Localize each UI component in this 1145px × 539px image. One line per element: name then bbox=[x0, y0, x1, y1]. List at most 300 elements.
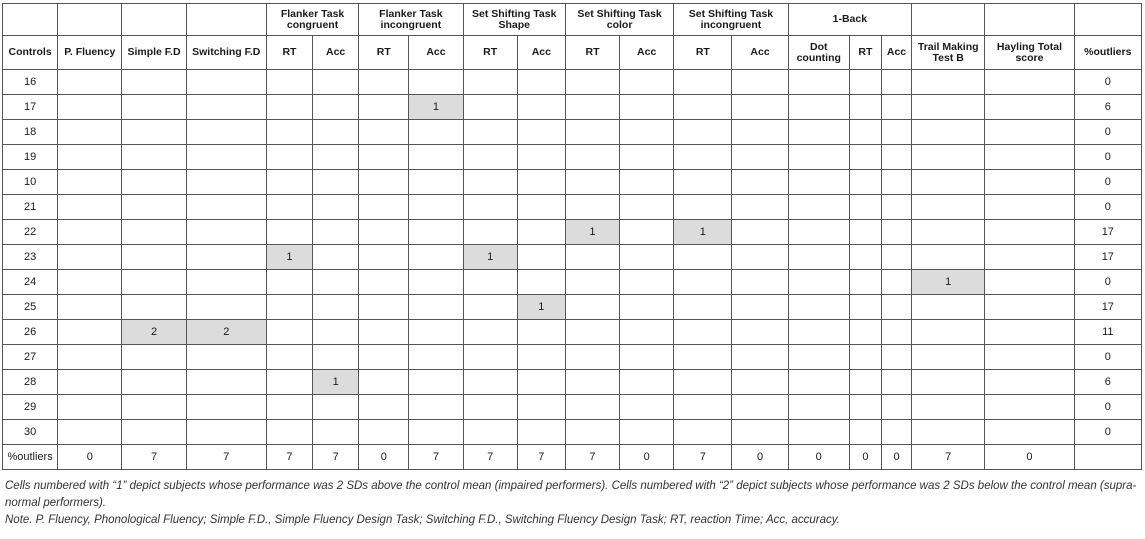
control-id-cell: 22 bbox=[3, 220, 58, 245]
table-cell bbox=[463, 345, 517, 370]
table-cell bbox=[674, 245, 732, 270]
footer-cell: 0 bbox=[985, 445, 1074, 470]
table-cell bbox=[359, 420, 409, 445]
outlier-cell: 1 bbox=[409, 95, 463, 120]
column-header: Acc bbox=[881, 36, 911, 70]
table-cell: 0 bbox=[1074, 270, 1141, 295]
table-cell bbox=[359, 345, 409, 370]
table-cell bbox=[849, 320, 881, 345]
outliers-footer-row bbox=[3, 445, 1142, 470]
footer-cell: 7 bbox=[409, 445, 463, 470]
table-cell bbox=[122, 295, 186, 320]
table-cell: 0 bbox=[1074, 420, 1141, 445]
control-id-cell: 21 bbox=[3, 195, 58, 220]
table-cell bbox=[674, 370, 732, 395]
table-cell bbox=[463, 95, 517, 120]
table-cell bbox=[565, 195, 619, 220]
table-cell bbox=[732, 245, 788, 270]
table-row bbox=[3, 370, 1142, 395]
footer-cell: 7 bbox=[517, 445, 565, 470]
table-cell: 6 bbox=[1074, 370, 1141, 395]
control-id-cell: 18 bbox=[3, 120, 58, 145]
table-cell bbox=[565, 170, 619, 195]
table-cell bbox=[186, 120, 266, 145]
table-cell bbox=[985, 245, 1074, 270]
table-cell bbox=[266, 120, 312, 145]
table-cell bbox=[517, 70, 565, 95]
table-cell bbox=[732, 70, 788, 95]
table-cell bbox=[565, 345, 619, 370]
table-cell: 0 bbox=[1074, 345, 1141, 370]
outlier-cell: 1 bbox=[674, 220, 732, 245]
column-header: Simple F.D bbox=[122, 36, 186, 70]
table-cell bbox=[849, 170, 881, 195]
control-id-cell: 24 bbox=[3, 270, 58, 295]
table-cell bbox=[788, 95, 849, 120]
table-cell bbox=[985, 120, 1074, 145]
table-cell bbox=[849, 420, 881, 445]
table-cell bbox=[409, 170, 463, 195]
table-cell bbox=[122, 245, 186, 270]
table-cell bbox=[517, 395, 565, 420]
table-cell bbox=[266, 295, 312, 320]
table-cell bbox=[674, 70, 732, 95]
column-header: Acc bbox=[620, 36, 674, 70]
table-cell bbox=[517, 120, 565, 145]
table-row bbox=[3, 345, 1142, 370]
table-cell bbox=[674, 320, 732, 345]
table-cell bbox=[674, 170, 732, 195]
table-row bbox=[3, 70, 1142, 95]
table-cell bbox=[58, 320, 122, 345]
table-cell bbox=[313, 70, 359, 95]
table-cell bbox=[732, 320, 788, 345]
table-cell: 17 bbox=[1074, 295, 1141, 320]
table-cell: 11 bbox=[1074, 320, 1141, 345]
column-header: Acc bbox=[517, 36, 565, 70]
table-cell bbox=[565, 245, 619, 270]
column-header: RT bbox=[463, 36, 517, 70]
footer-cell: 0 bbox=[732, 445, 788, 470]
footer-label-cell: %outliers bbox=[3, 445, 58, 470]
control-id-cell: 17 bbox=[3, 95, 58, 120]
table-cell bbox=[313, 345, 359, 370]
table-cell bbox=[186, 295, 266, 320]
table-cell bbox=[409, 395, 463, 420]
table-row bbox=[3, 295, 1142, 320]
table-cell bbox=[313, 395, 359, 420]
group-header bbox=[985, 4, 1074, 36]
table-cell bbox=[985, 370, 1074, 395]
table-cell bbox=[565, 295, 619, 320]
footer-cell: 0 bbox=[849, 445, 881, 470]
table-cell bbox=[674, 195, 732, 220]
table-cell bbox=[732, 370, 788, 395]
table-cell bbox=[313, 95, 359, 120]
table-cell bbox=[58, 195, 122, 220]
table-cell bbox=[985, 345, 1074, 370]
table-cell bbox=[849, 95, 881, 120]
table-cell bbox=[912, 345, 985, 370]
table-cell bbox=[565, 320, 619, 345]
table-cell bbox=[122, 420, 186, 445]
table-cell bbox=[788, 170, 849, 195]
table-cell bbox=[620, 395, 674, 420]
table-cell bbox=[266, 370, 312, 395]
group-header bbox=[912, 4, 985, 36]
control-id-cell: 10 bbox=[3, 170, 58, 195]
table-cell bbox=[565, 395, 619, 420]
table-cell bbox=[732, 345, 788, 370]
table-cell bbox=[517, 370, 565, 395]
table-cell bbox=[620, 370, 674, 395]
table-cell bbox=[620, 195, 674, 220]
table-cell bbox=[674, 345, 732, 370]
table-cell bbox=[732, 120, 788, 145]
table-cell bbox=[565, 370, 619, 395]
table-cell bbox=[359, 70, 409, 95]
table-cell bbox=[266, 95, 312, 120]
table-cell bbox=[849, 395, 881, 420]
control-id-cell: 25 bbox=[3, 295, 58, 320]
group-header-row bbox=[3, 4, 1142, 36]
table-cell bbox=[122, 70, 186, 95]
table-row bbox=[3, 270, 1142, 295]
table-cell bbox=[620, 220, 674, 245]
table-cell bbox=[674, 145, 732, 170]
group-header: Set Shifting Task incongruent bbox=[674, 4, 788, 36]
table-cell bbox=[186, 270, 266, 295]
table-cell bbox=[409, 295, 463, 320]
table-cell bbox=[788, 295, 849, 320]
control-id-cell: 19 bbox=[3, 145, 58, 170]
table-cell bbox=[58, 70, 122, 95]
table-cell bbox=[849, 345, 881, 370]
table-cell bbox=[620, 270, 674, 295]
table-cell bbox=[313, 420, 359, 445]
table-body bbox=[3, 70, 1142, 445]
table-cell bbox=[122, 270, 186, 295]
table-cell bbox=[517, 420, 565, 445]
column-header: Trail Making Test B bbox=[912, 36, 985, 70]
table-cell bbox=[313, 295, 359, 320]
table-cell bbox=[122, 120, 186, 145]
footer-cell: 7 bbox=[186, 445, 266, 470]
table-cell bbox=[186, 195, 266, 220]
group-header: Flanker Task incongruent bbox=[359, 4, 463, 36]
table-cell bbox=[359, 120, 409, 145]
table-cell bbox=[266, 420, 312, 445]
control-id-cell: 16 bbox=[3, 70, 58, 95]
group-header bbox=[1074, 4, 1141, 36]
table-cell bbox=[985, 270, 1074, 295]
column-header: RT bbox=[359, 36, 409, 70]
column-header: Switching F.D bbox=[186, 36, 266, 70]
table-cell bbox=[122, 145, 186, 170]
table-cell bbox=[881, 95, 911, 120]
table-cell bbox=[985, 220, 1074, 245]
table-cell bbox=[186, 245, 266, 270]
column-header: Controls bbox=[3, 36, 58, 70]
group-header: Flanker Task congruent bbox=[266, 4, 358, 36]
table-cell bbox=[674, 95, 732, 120]
table-cell bbox=[313, 170, 359, 195]
table-cell bbox=[409, 70, 463, 95]
abbreviation-note: Note. P. Fluency, Phonological Fluency; Simple F.D., Simple Fluency Design Task; Switching F.D., Switching Fluency Design Task; RT, reaction Time; Acc, accuracy. bbox=[5, 514, 840, 526]
table-cell bbox=[58, 295, 122, 320]
table-cell bbox=[674, 120, 732, 145]
table-cell bbox=[674, 270, 732, 295]
group-header bbox=[58, 4, 122, 36]
outliers-table bbox=[2, 3, 1142, 470]
table-cell bbox=[409, 270, 463, 295]
outlier-cell: 1 bbox=[565, 220, 619, 245]
table-cell bbox=[58, 270, 122, 295]
table-cell bbox=[620, 145, 674, 170]
table-cell bbox=[912, 95, 985, 120]
table-cell bbox=[565, 120, 619, 145]
column-header: Acc bbox=[313, 36, 359, 70]
footer-cell: 7 bbox=[912, 445, 985, 470]
table-cell bbox=[788, 145, 849, 170]
footer-cell: 7 bbox=[463, 445, 517, 470]
table-cell bbox=[58, 395, 122, 420]
table-cell bbox=[985, 320, 1074, 345]
table-cell bbox=[732, 270, 788, 295]
table-cell bbox=[912, 295, 985, 320]
table-cell bbox=[881, 220, 911, 245]
table-cell bbox=[409, 345, 463, 370]
table-cell bbox=[58, 120, 122, 145]
table-cell bbox=[732, 145, 788, 170]
control-id-cell: 23 bbox=[3, 245, 58, 270]
outlier-cell: 1 bbox=[266, 245, 312, 270]
table-cell bbox=[881, 170, 911, 195]
outlier-cell: 1 bbox=[463, 245, 517, 270]
table-cell bbox=[849, 70, 881, 95]
outliers-table-figure bbox=[2, 3, 1142, 529]
table-cell bbox=[881, 70, 911, 95]
table-cell: 17 bbox=[1074, 220, 1141, 245]
table-cell bbox=[674, 295, 732, 320]
table-row bbox=[3, 395, 1142, 420]
footer-cell bbox=[1074, 445, 1141, 470]
table-cell bbox=[266, 170, 312, 195]
table-cell bbox=[313, 320, 359, 345]
table-cell bbox=[122, 220, 186, 245]
table-cell bbox=[409, 245, 463, 270]
table-cell bbox=[881, 245, 911, 270]
table-cell bbox=[359, 295, 409, 320]
table-cell bbox=[517, 195, 565, 220]
table-cell bbox=[359, 220, 409, 245]
table-cell bbox=[881, 295, 911, 320]
table-cell bbox=[788, 420, 849, 445]
table-cell bbox=[620, 170, 674, 195]
outlier-cell: 1 bbox=[912, 270, 985, 295]
table-cell bbox=[58, 95, 122, 120]
table-cell bbox=[620, 320, 674, 345]
column-header: Dot counting bbox=[788, 36, 849, 70]
table-cell bbox=[912, 220, 985, 245]
table-cell bbox=[463, 195, 517, 220]
table-cell bbox=[849, 220, 881, 245]
table-cell bbox=[881, 395, 911, 420]
table-cell: 6 bbox=[1074, 95, 1141, 120]
table-cell bbox=[463, 270, 517, 295]
table-cell bbox=[912, 420, 985, 445]
table-cell bbox=[266, 345, 312, 370]
table-cell bbox=[359, 370, 409, 395]
table-cell bbox=[122, 395, 186, 420]
table-cell bbox=[849, 195, 881, 220]
table-cell bbox=[58, 420, 122, 445]
table-cell bbox=[788, 395, 849, 420]
table-cell bbox=[359, 270, 409, 295]
control-id-cell: 27 bbox=[3, 345, 58, 370]
table-cell bbox=[463, 70, 517, 95]
table-cell bbox=[266, 320, 312, 345]
outlier-cell: 1 bbox=[313, 370, 359, 395]
table-cell bbox=[565, 420, 619, 445]
table-cell bbox=[409, 220, 463, 245]
table-cell bbox=[58, 245, 122, 270]
table-cell bbox=[266, 395, 312, 420]
table-cell bbox=[881, 420, 911, 445]
table-cell bbox=[881, 195, 911, 220]
table-cell bbox=[732, 220, 788, 245]
table-cell bbox=[517, 345, 565, 370]
control-id-cell: 28 bbox=[3, 370, 58, 395]
table-cell bbox=[912, 70, 985, 95]
table-cell bbox=[186, 145, 266, 170]
table-cell bbox=[620, 345, 674, 370]
table-cell bbox=[985, 395, 1074, 420]
table-row bbox=[3, 145, 1142, 170]
table-cell bbox=[409, 420, 463, 445]
table-cell bbox=[732, 170, 788, 195]
table-cell bbox=[788, 70, 849, 95]
table-cell: 0 bbox=[1074, 120, 1141, 145]
table-cell bbox=[912, 120, 985, 145]
table-cell bbox=[359, 395, 409, 420]
table-cell bbox=[463, 320, 517, 345]
table-cell bbox=[788, 270, 849, 295]
table-cell bbox=[985, 70, 1074, 95]
table-cell bbox=[732, 295, 788, 320]
table-cell bbox=[912, 395, 985, 420]
footer-cell: 0 bbox=[788, 445, 849, 470]
table-cell bbox=[409, 145, 463, 170]
table-cell bbox=[517, 320, 565, 345]
table-cell bbox=[788, 320, 849, 345]
table-cell bbox=[409, 195, 463, 220]
footer-cell: 0 bbox=[58, 445, 122, 470]
footer-cell: 7 bbox=[122, 445, 186, 470]
table-cell bbox=[912, 170, 985, 195]
table-cell bbox=[788, 220, 849, 245]
table-cell bbox=[674, 420, 732, 445]
footer-cell: 0 bbox=[620, 445, 674, 470]
table-cell bbox=[313, 195, 359, 220]
table-cell bbox=[517, 220, 565, 245]
table-cell bbox=[409, 120, 463, 145]
column-header: RT bbox=[565, 36, 619, 70]
table-cell bbox=[985, 420, 1074, 445]
column-header: Acc bbox=[409, 36, 463, 70]
table-cell bbox=[881, 320, 911, 345]
table-cell bbox=[359, 320, 409, 345]
table-cell bbox=[517, 245, 565, 270]
table-cell bbox=[517, 95, 565, 120]
table-cell bbox=[912, 320, 985, 345]
group-header bbox=[186, 4, 266, 36]
column-header-row bbox=[3, 36, 1142, 70]
footer-cell: 0 bbox=[881, 445, 911, 470]
table-cell bbox=[912, 145, 985, 170]
table-cell bbox=[517, 170, 565, 195]
table-cell bbox=[985, 95, 1074, 120]
column-header: RT bbox=[849, 36, 881, 70]
outlier-cell: 1 bbox=[517, 295, 565, 320]
table-cell bbox=[732, 195, 788, 220]
table-cell bbox=[985, 145, 1074, 170]
table-cell bbox=[409, 320, 463, 345]
table-cell bbox=[463, 220, 517, 245]
table-row bbox=[3, 120, 1142, 145]
table-cell bbox=[122, 370, 186, 395]
table-cell bbox=[985, 170, 1074, 195]
table-cell bbox=[313, 145, 359, 170]
table-cell bbox=[186, 395, 266, 420]
table-cell bbox=[58, 345, 122, 370]
footer-cell: 7 bbox=[313, 445, 359, 470]
table-cell bbox=[849, 270, 881, 295]
table-cell bbox=[881, 120, 911, 145]
table-cell bbox=[620, 420, 674, 445]
table-cell bbox=[788, 370, 849, 395]
table-cell bbox=[463, 370, 517, 395]
table-row bbox=[3, 420, 1142, 445]
table-cell bbox=[849, 145, 881, 170]
table-cell bbox=[266, 220, 312, 245]
table-cell bbox=[313, 245, 359, 270]
group-header: 1-Back bbox=[788, 4, 911, 36]
table-row bbox=[3, 195, 1142, 220]
table-row bbox=[3, 95, 1142, 120]
table-row bbox=[3, 245, 1142, 270]
table-cell bbox=[186, 420, 266, 445]
table-cell bbox=[788, 345, 849, 370]
table-cell: 0 bbox=[1074, 195, 1141, 220]
table-cell bbox=[732, 395, 788, 420]
table-cell bbox=[58, 145, 122, 170]
outlier-cell: 2 bbox=[186, 320, 266, 345]
table-cell bbox=[985, 295, 1074, 320]
table-cell bbox=[849, 245, 881, 270]
table-cell bbox=[881, 370, 911, 395]
table-cell bbox=[359, 145, 409, 170]
table-cell bbox=[788, 245, 849, 270]
table-cell: 17 bbox=[1074, 245, 1141, 270]
table-cell bbox=[881, 270, 911, 295]
table-row bbox=[3, 220, 1142, 245]
footer-cell: 7 bbox=[565, 445, 619, 470]
table-cell bbox=[313, 120, 359, 145]
table-cell bbox=[409, 370, 463, 395]
table-cell bbox=[266, 195, 312, 220]
table-cell bbox=[620, 95, 674, 120]
